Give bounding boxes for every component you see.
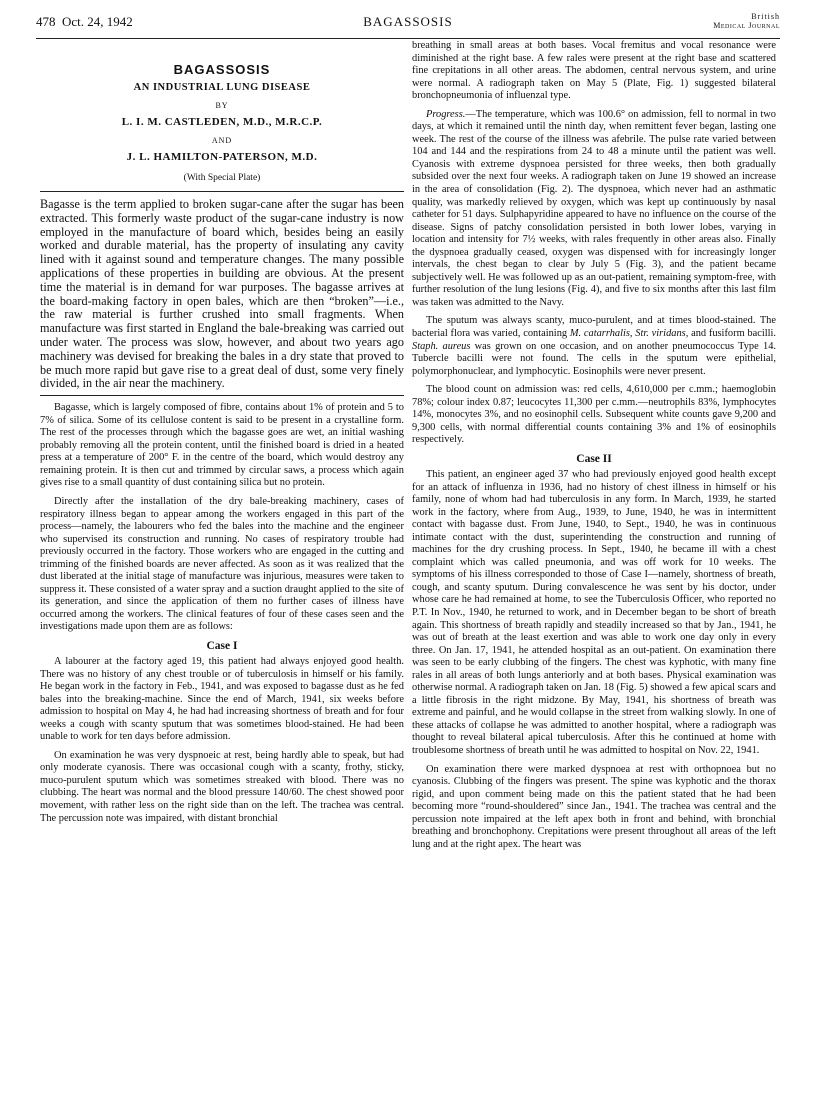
progress-text: —The temperature, which was 100.6° on admission, fell to normal in two days, at which it remained until the ninth day, when remittent fever began, lasting one week. The rest of the course of the illness was afebrile. The pulse rate varied between 104 and 144 and the respirations from 24 to 48 a minute until the patient was well. Cyanosis with extreme dyspnoea persisted for three weeks, then both gradually subsided over the next four weeks. A radiograph taken on June 19 showed an increase in the area of consolidation (Fig. 2). The dyspnoea, which never had an asthmatic quality, was markedly relieved by oxygen, which was kept up continuously by nasal catheter for 51 days. Sulphapyridine appeared to have no influence on the course of the disease. Signs of patchy consolidation persisted in both lower lobes, varying in location and intensity for 7½ weeks, with rales frequently in other areas also. Finally the dyspnoea gradually ceased, oxygen was dispensed with for increasingly longer intervals, the chest began to clear by July 5 (Fig. 3), and the patient became subjectively well. He was followed up as an out-patient, remaining symptom-free, with further resolution of the lung lesions (Fig. 4), and five to six months after this last film was taken was admitted to the Navy. bbox=[412, 108, 776, 308]
case-2-history: This patient, an engineer aged 37 who had previously enjoyed good health except for an attack of influenza in 1936, had no history of chest illness in himself or his family, none of whom had had tuberculosis in any form. In March, 1939, he started work in the factory, where from Aug., 1939, to June, 1940, he was in intermittent contact with bagasse dust. From June, 1940, to Sept., 1940, he was in continuous intimate contact with the dust, superintending the construction and running of machines for the dry crushing process. In Sept., 1940, he became ill with a chest complaint which was called pneumonia, and was off work for 10 weeks. The symptoms of his illness corresponded to those of Case I—namely, shortness of breath, cough, and scanty sputum. During convalescence he was sent by his doctor, under whose care he had remained at home, to see the Tuberculosis Officer, who reported no P.T. In Nov., 1940, he returned to work, and in December began to be short of breath again. This shortness of breath rapidly and steadily increased so that by Jan., 1941, he was out of breath at the least exertion and was able to work one day only in every three. On Jan. 17, 1941, he attended hospital as an out-patient. On examination there was seen to be early clubbing of the fingers. The chest was kyphotic, with many fine rales in all areas of both lungs anteriorly and at both bases. Physical examination was otherwise normal. A radiograph taken on Jan. 18 (Fig. 5) showed a few apical scars and a little fibrosis in the right midzone. By May, 1941, his shortness of breath was extreme and painful, and he would collapse in the street from walking slowly. In one of these attacks of collapse he was admitted to another hospital, where a radiograph was thought to reveal bilateral apical tuberculosis. After this he continued at home with troublesome shortness of breath until he was admitted to hospital on Nov. 22, 1941. bbox=[412, 468, 776, 756]
case-1-blood-count: The blood count on admission was: red cells, 4,610,000 per c.mm.; haemoglobin 78%; colour index 0.87; leucocytes 11,300 per c.mm.—neutrophils 83%, lymphocytes 14%, monocytes 3%, and no eosinophil cells. Subsequent white counts gave 9,200 and 9,300 cells, with normal differential counts containing 3% and 1% of eosinophils respectively. bbox=[412, 384, 776, 446]
case-1-heading: Case I bbox=[206, 640, 238, 652]
progress-label: Progress. bbox=[426, 108, 466, 120]
journal-name-line2: Medical Journal bbox=[713, 21, 780, 30]
case-2-examination: On examination there were marked dyspnoea at rest with orthopnoea but no cyanosis. Clubbing of the fingers was present. The spine was kyphotic and the thorax rigid, and upon comment being made on this the patient stated that he had been becoming more “round-shouldered” since Jan., 1941. The trachea was central and the percussion note impaired at the left apex both in front and behind, with bronchial breathing and bronchophony. Crepitations were present throughout all areas of the left lung and at the right apex. The heart was bbox=[412, 763, 776, 850]
installation-paragraph: Directly after the installation of the dry bale-breaking machinery, cases of respiratory illness began to appear among the workers engaged in this part of the process—namely, the labourers who fed the bales into the machine and the engineer who supervised its construction and running. No cases of respiratory trouble had previously occurred in the factory. Those workers who are engaged in the cutting and trimming of the finished boards are never affected. As soon as it was realized that the dust liberated at the initial stage of manufacture was injurious, measures were taken to suppress it. These consisted of a water spray and a suction draught applied to the site of its generation, and since the application of them no further cases of illness have occurred among the workers. The clinical features of four of these cases seen and the investigations made upon them are as follows: bbox=[40, 495, 404, 633]
journal-name bbox=[713, 12, 780, 30]
sputum-text-c: was grown on one occasion, and on another pneumococcus Type 14. Tubercle bacilli were not found. The cells in the sputum were epithelial, polymorphonuclear, and lymphocytic. Eosinophils were never present. bbox=[412, 340, 776, 377]
running-title: BAGASSOSIS bbox=[363, 14, 453, 29]
composition-paragraph: Bagasse, which is largely composed of fibre, contains about 1% of protein and 5 to 7% of silica. Some of its cellulose content is said to be present in a crystalline form. The rest of the processes through which the bagasse goes are wet, an initial washing probably removing all the protein content, until the finished board is dried in a heated press at a temperature of 200° F. in the centre of the board, which would destroy any remaining protein. It is then cut and trimmed by circular saws, a process which again gives rise to a small quantity of dust containing silica but no protein. bbox=[40, 402, 404, 489]
issue-date: Oct. 24, 1942 bbox=[62, 14, 133, 29]
case-2-heading: Case II bbox=[576, 452, 612, 465]
author-1: L. I. M. CASTLEDEN, M.D., M.R.C.P. bbox=[121, 116, 323, 128]
intro-paragraph: Bagasse is the term applied to broken sugar-cane after the sugar has been extracted. This formerly waste product of the sugar-cane industry is now employed in the manufacture of board which, besides being an easily worked and durable material, has the property of insulating any cavity lined with it against sound and temperature changes. The many possible applications of these properties in building are obvious. At the present time the material is in demand for war purposes. The bagasse arrives at the board-making factory in open bales, which are then “broken”—i.e., the raw material is further crushed into small fragments. When manufacture was first started in England the bale-breaking was carried out under water. The process was slow, however, and about two years ago machinery was devised for breaking the bales in a dry state that proved to be much more rapid but gave rise to a great deal of dust, some very finely divided, in the air near the machinery. bbox=[40, 197, 404, 391]
page-number: 478 bbox=[36, 14, 56, 29]
and-line: AND bbox=[211, 136, 233, 145]
left-column bbox=[40, 46, 404, 825]
article-subtitle: AN INDUSTRIAL LUNG DISEASE bbox=[133, 82, 311, 93]
page-header bbox=[36, 12, 780, 39]
sputum-organisms-1: M. catarrhalis, Str. viridans, bbox=[569, 328, 689, 340]
sputum-organism-2: Staph. aureus bbox=[412, 340, 471, 352]
journal-name-line1: British bbox=[751, 12, 780, 21]
article-title: BAGASSOSIS bbox=[173, 62, 271, 77]
case-1-examination: On examination he was very dyspnoeic at rest, being hardly able to speak, but had only moderate cyanosis. There was occasional cough with a scanty, frothy, sticky, muco-purulent sputum which was sometimes streaked with blood. There was no clubbing. The heart was normal and the blood pressure 140/60. The chest showed poor movement, with rather less on the right side than on the left. The trachea was central. The percussion note was impaired, with distant bronchial bbox=[40, 749, 404, 824]
case-1-sputum bbox=[412, 315, 776, 378]
case-1-history: A labourer at the factory aged 19, this patient had always enjoyed good health. There was no history of any chest trouble or of tuberculosis in himself or his family. He began work in the factory in Feb., 1941, and was exposed to bagasse dust as he fed bales into the breaking-machine. Since the end of March, 1941, six weeks before admission to hospital on May 4, he had had increasing shortness of breath and for four weeks a cough with scanty sputum that was sometimes blood-stained. He had been unable to work for ten days before admission. bbox=[40, 656, 404, 743]
sputum-text-a: The sputum was always scanty, muco-purulent, and at times blood-stained. The bacterial flora was varied, containing bbox=[412, 315, 776, 340]
intro-box bbox=[40, 192, 404, 395]
case-1-progress bbox=[412, 109, 776, 310]
sputum-text-b: and fusiform bacilli. bbox=[688, 328, 776, 340]
author-2: J. L. HAMILTON-PATERSON, M.D. bbox=[126, 151, 318, 163]
right-column bbox=[412, 40, 776, 851]
case-1-examination-continued: breathing in small areas at both bases. Vocal fremitus and vocal resonance were diminished at the right base. A few rales were present at the right base and scattered fine crepitations in all other areas. The abdomen, central nervous system, and urine were normal. A radiograph taken on May 5 (Plate, Fig. 1) suggested bilateral bronchopneumonia of influenzal type. bbox=[412, 40, 776, 102]
plate-note: (With Special Plate) bbox=[183, 173, 261, 183]
by-line: BY bbox=[215, 101, 229, 110]
